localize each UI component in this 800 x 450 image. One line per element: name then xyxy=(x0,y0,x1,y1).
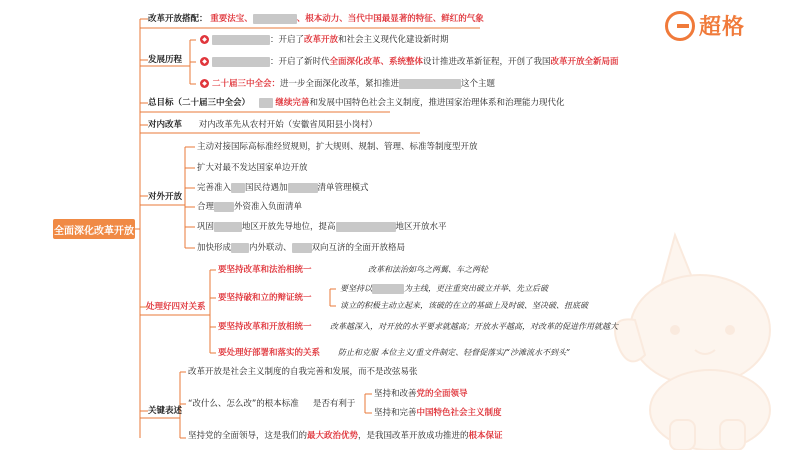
domestic-text: 对内改革先从农村开始（安徽省凤阳县小岗村） xyxy=(198,120,378,130)
key-label: 关键表述 xyxy=(148,406,183,416)
redaction xyxy=(212,35,270,45)
redaction xyxy=(399,79,461,89)
history-row-3-text: 进一步全面深化改革，紧扣推进 xyxy=(280,79,400,89)
text-fragment: 完善准入 xyxy=(197,183,232,193)
text-fragment: 清单管理模式 xyxy=(317,183,369,193)
text-fragment: 坚持和改善 xyxy=(374,389,417,399)
logo-text: 超格 xyxy=(699,15,746,40)
text-fragment: 是否有利于 xyxy=(312,399,356,409)
text-fragment: ，是我国改革开放成功推进的 xyxy=(358,431,469,441)
goal-text: 和发展中国特色社会主义制度，推进国家治理体系和治理能力现代化 xyxy=(309,98,565,108)
relation-3-title: 要坚持改革和开放相统一 xyxy=(218,322,312,332)
text-fragment: 地区开放先导地位，提高 xyxy=(242,222,336,232)
text-fragment: 双向互济的全面开放格局 xyxy=(311,243,406,253)
text-fragment: 巩固 xyxy=(197,222,215,232)
text-fragment: 最大政治优势 xyxy=(307,431,359,441)
pairing-item-1: 重要法宝、 xyxy=(210,14,253,24)
opening-item-3 xyxy=(197,182,369,194)
domestic-row xyxy=(148,119,377,131)
history-label: 发展历程 xyxy=(148,55,183,65)
history-row-1-tail: 和社会主义现代化建设新时期 xyxy=(338,35,449,45)
goal-red: 继续完善 xyxy=(275,98,310,108)
mascot-watermark-icon xyxy=(600,220,790,450)
history-row-2 xyxy=(212,56,619,68)
relation-1-title: 要坚持改革和法治相统一 xyxy=(218,265,312,275)
opening-item-1: 主动对接国际高标准经贸规则，扩大规则、规制、管理、标准等制度型开放 xyxy=(197,142,478,152)
text-fragment: 坚持和完善 xyxy=(374,408,417,418)
root-node: 全面深化改革开放 xyxy=(53,219,135,239)
history-row-1-red: 改革开放 xyxy=(304,35,339,45)
history-row-1 xyxy=(212,34,449,46)
opening-item-4 xyxy=(197,201,302,213)
redaction xyxy=(292,243,312,253)
redaction xyxy=(231,183,245,193)
redaction xyxy=(214,222,242,232)
history-row-3-tail: 这个主题 xyxy=(461,79,496,89)
relation-4-note: 防止和克服 本位主义/重文件制定、轻督促落实/“沙滩流水不到头” xyxy=(338,348,571,357)
text-fragment: 中国特色社会主义制度 xyxy=(416,408,502,418)
text-fragment: 为主线，更注重突出破立并举、先立后破 xyxy=(404,284,548,293)
redaction xyxy=(214,202,234,212)
opening-item-6 xyxy=(197,242,405,254)
text-fragment: 地区开放水平 xyxy=(395,222,447,232)
text-fragment: 坚持党的全面领导，这是我们的 xyxy=(188,431,308,441)
redaction xyxy=(288,183,318,193)
history-row-2-text: ：开启了新时代 xyxy=(270,57,330,67)
redaction xyxy=(253,14,297,24)
text-fragment: 外资准入负面清单 xyxy=(234,202,303,212)
history-row-3 xyxy=(212,78,495,90)
marker-icon: ◆ xyxy=(200,57,209,66)
text-fragment: 根本保证 xyxy=(468,431,503,441)
text-fragment: 要坚持以 xyxy=(340,284,372,293)
relation-3-note: 改革越深入，对开放的水平要求就越高；开放水平越高，对改革的促进作用就越大 xyxy=(330,322,618,331)
redaction xyxy=(259,98,273,108)
marker-icon: ◆ xyxy=(200,35,209,44)
redaction xyxy=(336,222,396,232)
pairing-row xyxy=(148,13,484,25)
key-sub-2 xyxy=(374,407,502,419)
domestic-label: 对内改革 xyxy=(148,120,183,130)
pairing-label: 改革开放搭配： xyxy=(148,14,208,24)
brand-logo xyxy=(665,10,745,41)
goal-row xyxy=(148,97,564,109)
relation-2-note-1 xyxy=(340,283,548,295)
relations-label: 处理好四对关系 xyxy=(146,302,206,312)
text-fragment: 加快形成 xyxy=(197,243,232,253)
marker-icon: ◆ xyxy=(200,79,209,88)
history-row-2-mid: 设计推进改革新征程，开创了我国 xyxy=(423,57,551,67)
pairing-item-2: 、根本动力、当代中国最显著的特征、鲜红的气象 xyxy=(296,14,484,24)
key-line-1: 改革开放是社会主义制度的自我完善和发展，而不是改弦易张 xyxy=(188,367,418,377)
relation-2-note-2: 谈立的积极主动立起来，该破的在立的基础上及时破、坚决破、扭底破 xyxy=(340,301,588,310)
history-row-1-text: ：开启了 xyxy=(270,35,305,45)
opening-item-5 xyxy=(197,221,447,233)
text-fragment: “改什么、怎么改”的根本标准 xyxy=(188,399,299,409)
text-fragment: 合理 xyxy=(197,202,215,212)
text-fragment: 国民待遇加 xyxy=(245,183,288,193)
text-fragment: 内外联动、 xyxy=(249,243,292,253)
key-line-3 xyxy=(188,430,503,442)
redaction xyxy=(372,284,404,294)
redaction xyxy=(231,243,249,253)
goal-label: 总目标（二十届三中全会） xyxy=(148,98,251,108)
opening-label: 对外开放 xyxy=(148,192,183,202)
relation-4-title: 要处理好部署和落实的关系 xyxy=(218,348,321,358)
history-row-2-red2: 改革开放全新局面 xyxy=(550,57,619,67)
text-fragment: 党的全面领导 xyxy=(416,389,468,399)
opening-item-2: 扩大对最不发达国家单边开放 xyxy=(197,163,308,173)
history-row-2-red1: 全面深化改革、系统整体 xyxy=(329,57,424,67)
relation-1-note: 改革和法治如鸟之两翼、车之两轮 xyxy=(368,265,488,274)
history-row-3-red: 二十届三中全会： xyxy=(212,79,281,89)
key-line-2 xyxy=(188,398,355,410)
redaction xyxy=(212,57,270,67)
relation-2-title: 要坚持破和立的辩证统一 xyxy=(218,293,312,303)
logo-icon xyxy=(665,11,695,41)
key-sub-1 xyxy=(374,388,468,400)
